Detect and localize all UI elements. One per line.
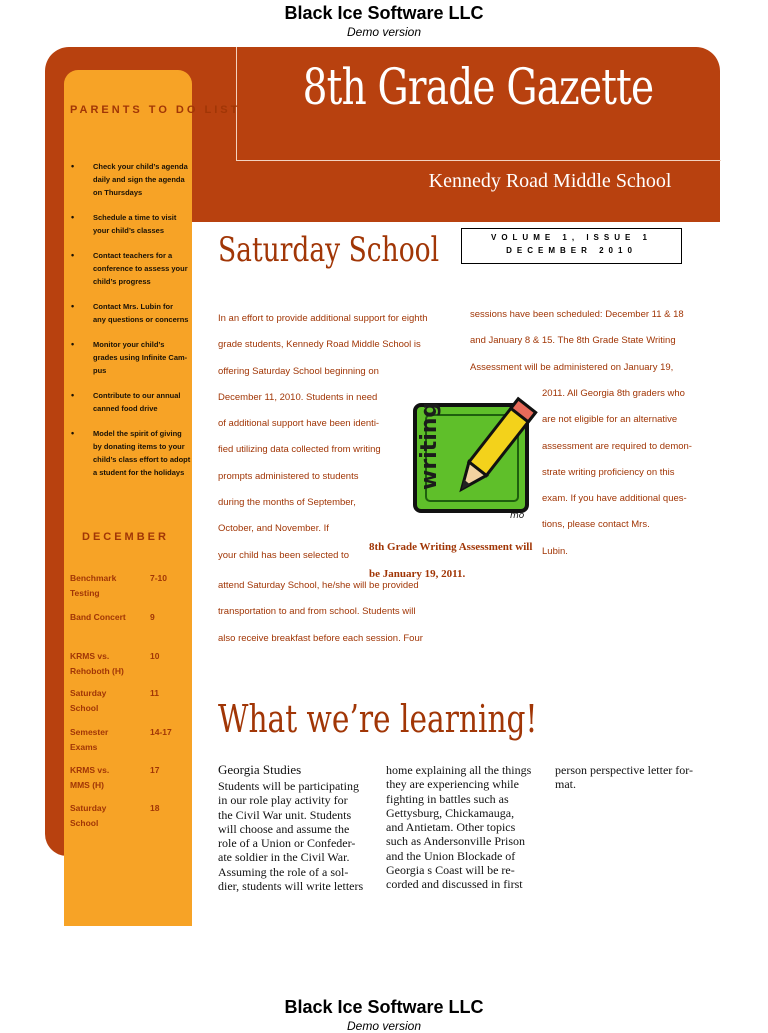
column-line: mat. bbox=[555, 777, 576, 792]
writing-pencil-icon bbox=[412, 392, 538, 522]
calendar-event-line: KRMS vs. bbox=[70, 651, 110, 661]
column-line: person perspective letter for- bbox=[555, 763, 694, 777]
calendar-event bbox=[70, 686, 146, 716]
calendar-event-line: KRMS vs. bbox=[70, 765, 110, 775]
calendar-event-line: Benchmark bbox=[70, 573, 117, 583]
paragraph-line: grade students, Kennedy Road Middle School is bbox=[218, 339, 421, 351]
column-line: and Antietam. Other topics bbox=[386, 820, 516, 835]
calendar-event-line: MMS (H) bbox=[70, 780, 104, 790]
saturday-school-heading: Saturday School bbox=[218, 230, 440, 270]
issue-date: DECEMBER 2010 bbox=[506, 246, 637, 255]
calendar-date: 9 bbox=[150, 612, 155, 622]
watermark-title: Black Ice Software LLC bbox=[284, 3, 484, 23]
clipart-word: writing bbox=[417, 401, 442, 490]
column-line: and the Union Blockade of bbox=[386, 848, 516, 863]
todo-item bbox=[68, 160, 204, 199]
todo-item-line: child’s progress bbox=[93, 277, 151, 286]
paragraph-line: attend Saturday School, he/she will be provided bbox=[218, 579, 419, 591]
column-line: Students will be participating bbox=[218, 779, 359, 793]
todo-item-line: • Contribute to our annual bbox=[93, 391, 181, 400]
todo-item-line: on Thursdays bbox=[93, 188, 143, 197]
column-line: Georgia s Coast will be re- bbox=[386, 863, 515, 878]
calendar-event bbox=[70, 801, 146, 831]
column-line: the Civil War unit. Students bbox=[218, 807, 352, 822]
todo-item bbox=[68, 300, 204, 326]
todo-heading: PARENTS TO DO LIST bbox=[70, 104, 241, 116]
todo-item-line: grades using Infinite Cam- bbox=[93, 353, 188, 362]
calendar-event-line: School bbox=[70, 703, 99, 713]
paragraph-line: transportation to and from school. Students will bbox=[218, 606, 416, 618]
issue-volume: VOLUME 1, ISSUE 1 bbox=[490, 233, 653, 242]
paragraph-line: offering Saturday School beginning on bbox=[218, 365, 379, 377]
todo-item-line: by donating items to your bbox=[93, 442, 185, 451]
learning-column-3 bbox=[555, 763, 693, 792]
paragraph-line: 2011. All Georgia 8th graders who bbox=[542, 388, 685, 399]
paragraph-line: assessment are required to demon- bbox=[542, 440, 692, 452]
calendar-event bbox=[70, 725, 146, 755]
todo-item-line: • Model the spirit of giving bbox=[93, 429, 182, 438]
todo-item bbox=[68, 338, 204, 377]
todo-item-line: a student for the holidays bbox=[93, 468, 185, 477]
calendar-event bbox=[70, 571, 146, 601]
paragraph-line: and January 8 & 15. The 8th Grade State Writing bbox=[470, 335, 676, 347]
writing-assessment-caption bbox=[369, 528, 559, 593]
watermark-subtitle: Demo version bbox=[346, 25, 422, 39]
calendar-event-line: Saturday bbox=[70, 688, 107, 698]
todo-item-line: pus bbox=[93, 366, 107, 375]
todo-item-line: any questions or concerns bbox=[93, 315, 189, 324]
paragraph-line: strate writing proficiency on this bbox=[542, 466, 675, 478]
todo-item-line: • Contact Mrs. Lubin for bbox=[93, 302, 173, 311]
todo-item-line: • Check your child’s agenda bbox=[93, 162, 188, 171]
paragraph-line: prompts administered to students bbox=[218, 470, 359, 482]
todo-item-line: daily and sign the agenda bbox=[93, 175, 185, 184]
paragraph-line: In an effort to provide additional support for eighth bbox=[218, 313, 428, 324]
calendar-event-line: Rehoboth (H) bbox=[70, 666, 124, 676]
todo-item-line: child’s class effort to adopt bbox=[93, 455, 191, 464]
saturday-column-2-top bbox=[470, 302, 684, 381]
calendar-date: 17 bbox=[150, 765, 160, 775]
paragraph-line: sessions have been scheduled: December 11 & 18 bbox=[470, 309, 684, 320]
calendar-event-line: Exams bbox=[70, 742, 98, 752]
paragraph-line: are not eligible for an alternative bbox=[542, 414, 678, 426]
todo-item bbox=[68, 249, 204, 288]
georgia-studies-subheading: Georgia Studies bbox=[218, 762, 302, 777]
todo-item-line: • Schedule a time to visit bbox=[93, 213, 177, 222]
calendar-date: 18 bbox=[150, 803, 160, 813]
todo-item-line: • Monitor your child’s bbox=[93, 340, 165, 349]
todo-item bbox=[68, 427, 204, 479]
calendar-event-line: Band Concert bbox=[70, 612, 126, 622]
calendar-date: 10 bbox=[150, 651, 160, 661]
calendar-event-line: Semester bbox=[70, 727, 109, 737]
learning-heading: What we’re learning! bbox=[218, 697, 538, 741]
learning-column-2 bbox=[386, 763, 531, 892]
todo-item-line: your child’s classes bbox=[93, 226, 165, 235]
svg-text:mo: mo bbox=[510, 511, 525, 521]
paragraph-line: December 11, 2010. Students in need bbox=[218, 391, 378, 403]
newsletter-title: 8th Grade Gazette bbox=[302, 58, 654, 116]
calendar-event-line: Saturday bbox=[70, 803, 107, 813]
calendar-heading: DECEMBER bbox=[82, 531, 169, 543]
paragraph-line: fied utilizing data collected from writing bbox=[218, 444, 381, 456]
column-line: role of a Union or Confeder- bbox=[218, 836, 356, 851]
column-line: in our role play activity for bbox=[218, 793, 348, 808]
calendar-date: 7-10 bbox=[150, 573, 168, 583]
column-line: such as Andersonville Prison bbox=[386, 834, 525, 849]
paragraph-line: Assessment will be administered on January 19, bbox=[470, 361, 674, 373]
watermark-subtitle-bottom: Demo version bbox=[346, 1019, 422, 1033]
paragraph-line: October, and November. If bbox=[218, 523, 329, 535]
paragraph-line: also receive breakfast before each session. Four bbox=[218, 632, 423, 644]
column-line: home explaining all the things bbox=[386, 763, 532, 777]
watermark-title-bottom: Black Ice Software LLC bbox=[284, 997, 484, 1017]
column-line: Assuming the role of a sol- bbox=[218, 864, 349, 879]
column-line: Gettysburg, Chickamauga, bbox=[386, 805, 515, 820]
column-line: they are experiencing while bbox=[386, 777, 519, 792]
calendar-event bbox=[70, 763, 146, 793]
school-name: Kennedy Road Middle School bbox=[428, 170, 672, 192]
todo-item bbox=[68, 389, 204, 415]
paragraph-line: tions, please contact Mrs. bbox=[542, 519, 650, 531]
todo-item-line: conference to assess your bbox=[93, 264, 188, 273]
paragraph-line: of additional support have been identi- bbox=[218, 418, 380, 430]
column-line: ate soldier in the Civil War. bbox=[218, 850, 350, 865]
todo-list bbox=[68, 160, 204, 491]
calendar-event-line: School bbox=[70, 818, 99, 828]
paragraph-line: your child has been selected to bbox=[218, 549, 349, 561]
paragraph-line: Lubin. bbox=[542, 545, 568, 557]
caption-line: be January 19, 2011. bbox=[369, 568, 466, 580]
calendar-event bbox=[70, 610, 146, 625]
learning-column-1 bbox=[218, 779, 363, 893]
paragraph-line: during the months of September, bbox=[218, 497, 356, 509]
todo-item-line: canned food drive bbox=[93, 404, 158, 413]
calendar-date: 11 bbox=[150, 688, 159, 698]
calendar-event-line: Testing bbox=[70, 588, 100, 598]
todo-item bbox=[68, 211, 204, 237]
column-line: will choose and assume the bbox=[218, 821, 350, 836]
column-line: dier, students will write letters bbox=[218, 879, 364, 894]
caption-line: 8th Grade Writing Assessment will bbox=[369, 541, 533, 553]
saturday-column-1 bbox=[218, 306, 428, 652]
calendar-event bbox=[70, 649, 146, 679]
saturday-column-2-bottom bbox=[542, 381, 692, 565]
paragraph-line: exam. If you have additional ques- bbox=[542, 493, 687, 505]
todo-item-line: • Contact teachers for a bbox=[93, 251, 173, 260]
column-line: fighting in battles such as bbox=[386, 791, 509, 806]
calendar-date: 14-17 bbox=[150, 727, 172, 737]
column-line: corded and discussed in first bbox=[386, 877, 523, 892]
